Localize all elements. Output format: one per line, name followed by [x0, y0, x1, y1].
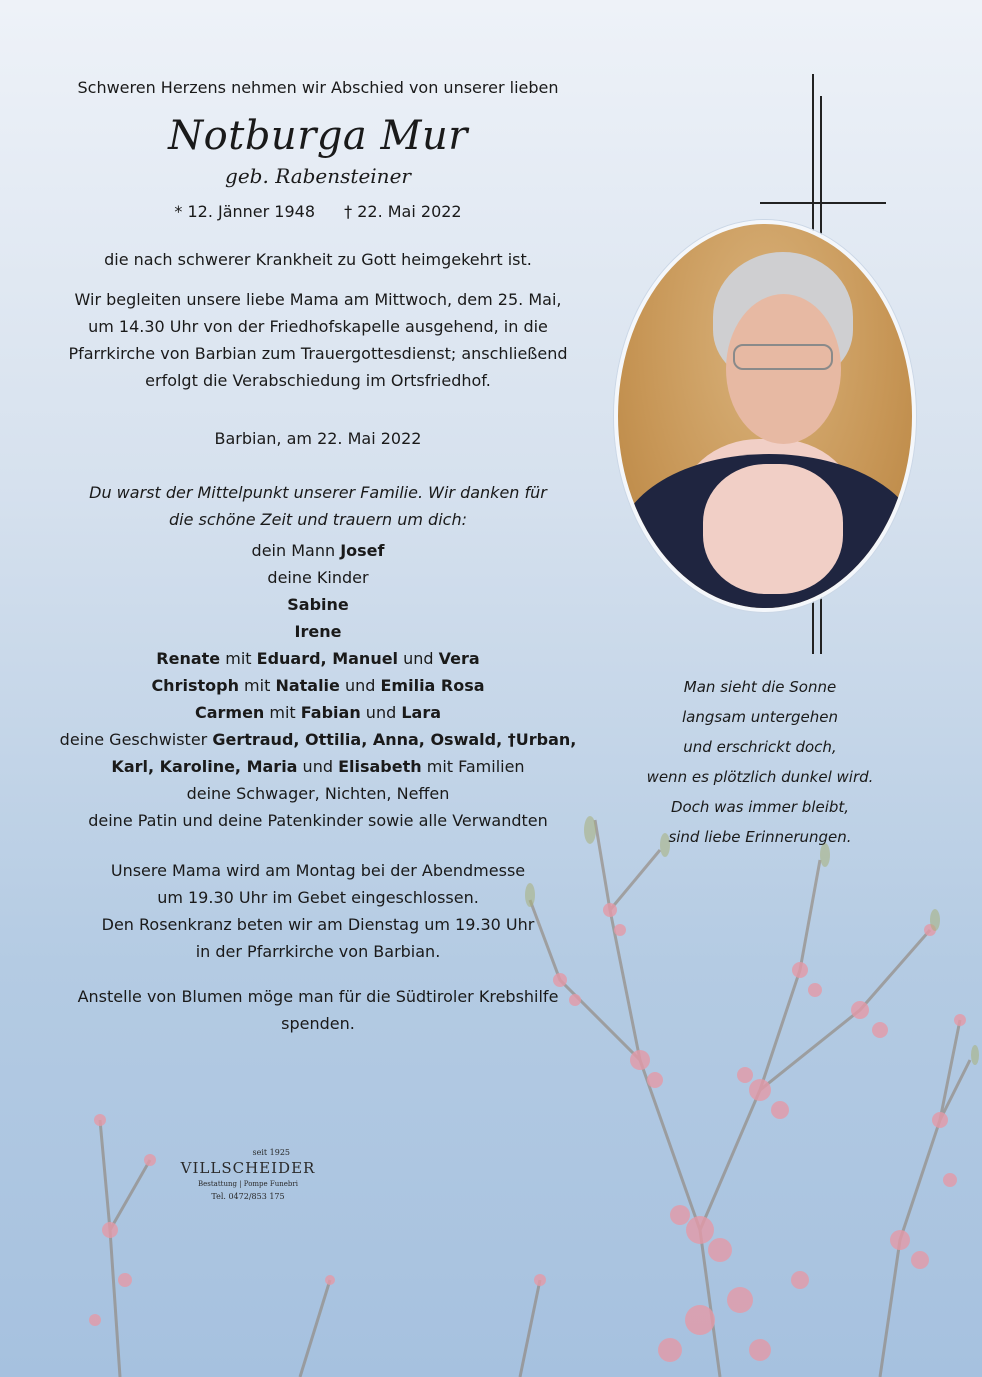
life-dates [48, 198, 588, 225]
verse-line: Du warst der Mittelpunkt unserer Familie. Wir danken für [89, 483, 547, 502]
birth-date: * 12. Jänner 1948 [174, 202, 316, 221]
rosary-line: um 19.30 Uhr im Gebet eingeschlossen. [157, 888, 479, 907]
quote-line: wenn es plötzlich dunkel wird. [646, 768, 874, 786]
funeral-line: Wir begleiten unsere liebe Mama am Mittwoch, dem 25. Mai, [74, 290, 562, 309]
portrait-photo [614, 220, 916, 612]
mourner-line: Carmen mit Fabian und Lara [194, 703, 442, 722]
mourner-line: deine Patin und deine Patenkinder sowie alle Verwandten [88, 811, 548, 830]
mourner-line: Christoph mit Natalie und Emilia Rosa [151, 676, 485, 695]
logo-subtitle: Bestattung | Pompe Funebri [197, 1180, 298, 1188]
logo-phone: Tel. 0472/853 175 [211, 1192, 285, 1201]
deceased-name: Notburga Mur [168, 113, 468, 159]
quote-line: Man sieht die Sonne [683, 678, 837, 696]
donation-request: Anstelle von Blumen möge man für die Südtiroler Krebshilfe spenden. [77, 987, 559, 1033]
logo-since: seit 1925 [252, 1148, 290, 1157]
rosary-details [48, 857, 588, 965]
rosary-line: Den Rosenkranz beten wir am Dienstag um 19.30 Uhr [101, 915, 535, 934]
quote-line: langsam untergehen [681, 708, 839, 726]
death-date: † 22. Mai 2022 [344, 202, 462, 221]
quote-line: Doch was immer bleibt, [670, 798, 850, 816]
verse-line: die schöne Zeit und trauern um dich: [169, 510, 467, 529]
quote-line: und erschrickt doch, [683, 738, 837, 756]
mourner-line: Sabine [287, 595, 349, 614]
blossom-branches-decoration [0, 760, 982, 1377]
mourner-line: Irene [294, 622, 342, 641]
mourner-line: deine Geschwister Gertraud, Ottilia, Anna, Oswald, †Urban, [59, 730, 577, 749]
mourners-list [48, 537, 588, 834]
rosary-line: in der Pfarrkirche von Barbian. [195, 942, 441, 961]
mourner-line: deine Kinder [267, 568, 369, 587]
maiden-name: geb. Rabensteiner [225, 164, 411, 188]
funeral-details [48, 286, 588, 394]
mourner-line: deine Schwager, Nichten, Neffen [186, 784, 450, 803]
funeral-line: erfolgt die Verabschiedung im Ortsfriedhof. [145, 371, 491, 390]
funeral-line: um 14.30 Uhr von der Friedhofskapelle ausgehend, in die [88, 317, 548, 336]
rosary-line: Unsere Mama wird am Montag bei der Abendmesse [110, 861, 526, 880]
memorial-quote [640, 672, 880, 852]
memorial-verse [48, 479, 588, 533]
place-and-date: Barbian, am 22. Mai 2022 [214, 429, 422, 448]
intro-text: Schweren Herzens nehmen wir Abschied von unserer lieben [77, 78, 559, 97]
funeral-home-logo [178, 1148, 318, 1201]
mourner-line: dein Mann Josef [251, 541, 385, 560]
passing-statement: die nach schwerer Krankheit zu Gott heimgekehrt ist. [104, 250, 532, 269]
cross-horizontal-bar [760, 202, 886, 204]
quote-line: sind liebe Erinnerungen. [668, 828, 852, 846]
funeral-line: Pfarrkirche von Barbian zum Trauergottesdienst; anschließend [68, 344, 568, 363]
logo-brand: VILLSCHEIDER [180, 1159, 316, 1177]
mourner-line: Karl, Karoline, Maria und Elisabeth mit Familien [111, 757, 525, 776]
mourner-line: Renate mit Eduard, Manuel und Vera [156, 649, 480, 668]
